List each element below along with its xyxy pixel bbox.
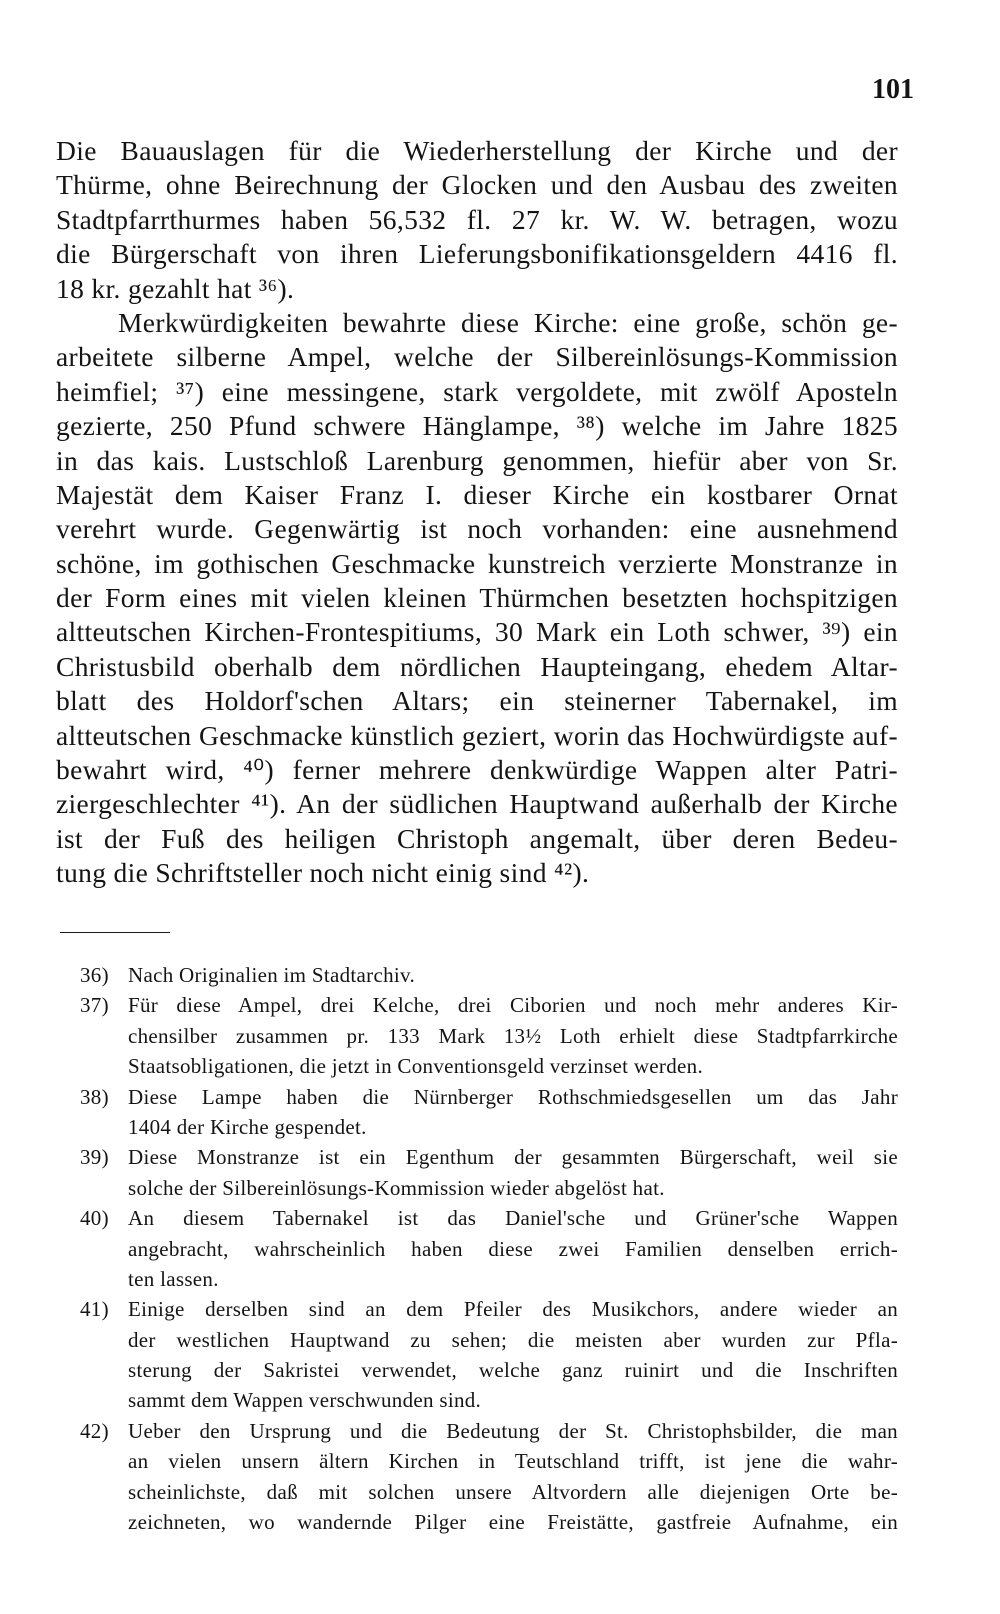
- text-line: Thürme, ohne Beirechnung der Glocken und den Ausbau des zweiten: [56, 169, 898, 201]
- text-line: gezierte, 250 Pfund schwere Hänglampe, ³⁸) welche im Jahre 1825: [56, 410, 898, 442]
- footnote-text: Staatsobligationen, die jetzt in Conventionsgeld verzinset werden.: [128, 1054, 703, 1079]
- text-line: tung die Schriftsteller noch nicht einig sind ⁴²).: [56, 857, 590, 889]
- footnote-number: 42): [80, 1418, 109, 1443]
- footnote-number: 41): [80, 1297, 109, 1322]
- page-number: 101: [872, 74, 914, 105]
- footnote-41: [56, 1294, 898, 1324]
- text-line: ziergeschlechter ⁴¹). An der südlichen Hauptwand außerhalb der Kirche: [56, 788, 898, 820]
- footnote-39: [56, 1142, 898, 1172]
- text-line: bewahrt wird, ⁴⁰) ferner mehrere denkwürdige Wappen alter Patri-: [56, 754, 898, 786]
- footnote-text: Ueber den Ursprung und die Bedeutung der St. Christophsbilder, die man: [128, 1418, 898, 1443]
- main-text: [56, 134, 898, 891]
- footnote-text: sammt dem Wappen verschwunden sind.: [128, 1388, 482, 1413]
- text-line: heimfiel; ³⁷) eine messingene, stark vergoldete, mit zwölf Aposteln: [56, 375, 898, 407]
- footnote-text: sterung der Sakristei verwendet, welche ganz ruinirt und die Inschriften: [128, 1358, 898, 1383]
- footnote-text: angebracht, wahrscheinlich haben diese zwei Familien denselben errich-: [128, 1236, 898, 1261]
- footnote-text: Diese Monstranze ist ein Egenthum der gesammten Bürgerschaft, weil sie: [128, 1145, 898, 1170]
- footnote-text: Einige derselben sind an dem Pfeiler des Musikchors, andere wieder an: [128, 1297, 898, 1322]
- text-line: Christusbild oberhalb dem nördlichen Haupteingang, ehedem Altar-: [56, 650, 898, 682]
- footnote-42: [56, 1416, 898, 1446]
- text-line: der Form eines mit vielen kleinen Thürmchen besetzten hochspitzigen: [56, 582, 898, 614]
- text-line: blatt des Holdorf'schen Altars; ein steinerner Tabernakel, im: [56, 685, 898, 717]
- footnote-text: scheinlichste, daß mit solchen unsere Altvordern alle diejenigen Orte be-: [128, 1479, 898, 1504]
- text-line: arbeitete silberne Ampel, welche der Silbereinlösungs-Kommission: [56, 341, 898, 373]
- footnote-40: [56, 1203, 898, 1233]
- footnote-37: [56, 990, 898, 1020]
- text-line: schöne, im gothischen Geschmacke kunstreich verzierte Monstranze in: [56, 547, 898, 579]
- text-line: in das kais. Lustschloß Larenburg genommen, hiefür aber von Sr.: [56, 444, 898, 476]
- text-line: ist der Fuß des heiligen Christoph angemalt, über deren Bedeu-: [56, 822, 898, 854]
- footnote-text: Diese Lampe haben die Nürnberger Rothschmiedsgesellen um das Jahr: [128, 1084, 898, 1109]
- footnote-text: der westlichen Hauptwand zu sehen; die meisten aber wurden zur Pfla-: [128, 1327, 898, 1352]
- footnote-38: [56, 1082, 898, 1112]
- footnote-number: 36): [80, 963, 109, 987]
- text-line: die Bürgerschaft von ihren Lieferungsbonifikationsgeldern 4416 fl.: [56, 238, 898, 270]
- footnote-text: zeichneten, wo wandernde Pilger eine Freistätte, gastfreie Aufnahme, ein: [128, 1510, 898, 1535]
- text-line: Merkwürdigkeiten bewahrte diese Kirche: eine große, schön ge-: [118, 306, 898, 338]
- footnote-number: 39): [80, 1145, 109, 1170]
- text-line: 18 kr. gezahlt hat ³⁶).: [56, 272, 295, 304]
- footnote-text: solche der Silbereinlösungs-Kommission wieder abgelöst hat.: [128, 1175, 665, 1200]
- footnote-number: 40): [80, 1206, 109, 1231]
- text-line: Stadtpfarrthurmes haben 56,532 fl. 27 kr. W. W. betragen, wozu: [56, 203, 898, 235]
- text-line: Die Bauauslagen für die Wiederherstellung der Kirche und der: [56, 135, 898, 166]
- text-line: Majestät dem Kaiser Franz I. dieser Kirche ein kostbarer Ornat: [56, 478, 898, 510]
- footnote-separator: [60, 932, 170, 933]
- footnote-number: 37): [80, 993, 109, 1018]
- footnote-text: ten lassen.: [128, 1266, 219, 1291]
- footnote-number: 38): [80, 1084, 109, 1109]
- text-line: altteutschen Geschmacke künstlich geziert, worin das Hochwürdigste auf-: [56, 719, 898, 751]
- footnote-text: Nach Originalien im Stadtarchiv.: [128, 963, 415, 987]
- footnote-text: chensilber zusammen pr. 133 Mark 13½ Loth erhielt diese Stadtpfarrkirche: [128, 1023, 898, 1048]
- text-line: altteutschen Kirchen-Frontespitiums, 30 Mark ein Loth schwer, ³⁹) ein: [56, 616, 898, 648]
- footnote-text: an vielen unsern ältern Kirchen in Teutschland trifft, ist jene die wahr-: [128, 1449, 898, 1474]
- footnote-36: [56, 960, 898, 990]
- footnote-text: An diesem Tabernakel ist das Daniel'sche und Grüner'sche Wappen: [128, 1206, 898, 1231]
- footnotes: [56, 960, 898, 1537]
- footnote-text: 1404 der Kirche gespendet.: [128, 1114, 367, 1139]
- footnote-text: Für diese Ampel, drei Kelche, drei Ciborien und noch mehr anderes Kir-: [128, 993, 898, 1018]
- text-line: verehrt wurde. Gegenwärtig ist noch vorhanden: eine ausnehmend: [56, 513, 898, 545]
